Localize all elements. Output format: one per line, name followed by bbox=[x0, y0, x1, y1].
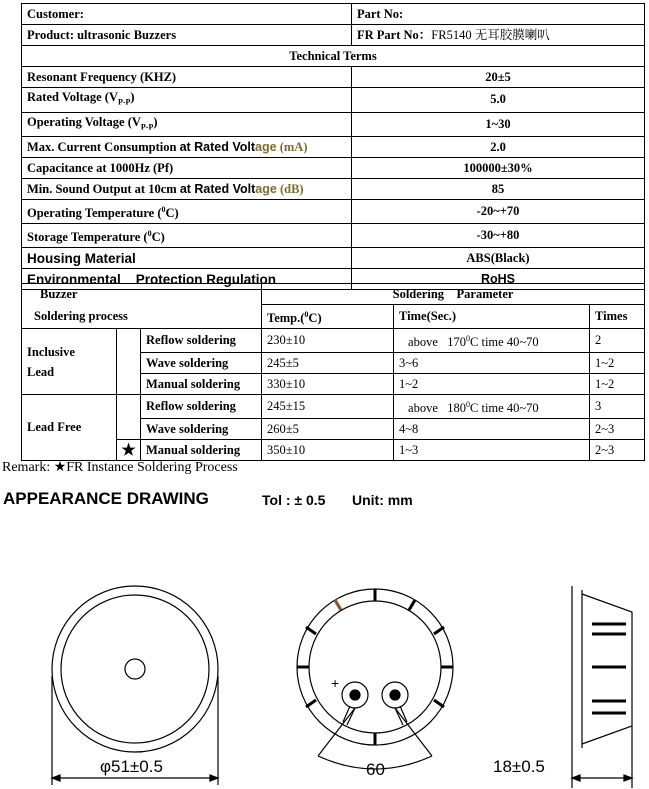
spec-label: Capacitance at 1000Hz (Pf) bbox=[22, 158, 352, 179]
spec-label: Storage Temperature ($^0$C) bbox=[22, 224, 352, 248]
time-cell: above $170^0C$ time 40~70 bbox=[394, 329, 590, 353]
remark: Remark: ★FR Instance Soldering Process bbox=[2, 460, 238, 475]
time-cell: 3~6 bbox=[394, 353, 590, 374]
spec-label: Resonant Frequency (KHZ) bbox=[22, 67, 352, 88]
appearance-drawing bbox=[0, 520, 649, 789]
times-cell: 1~2 bbox=[590, 353, 645, 374]
spec-value: -30~+80 bbox=[352, 224, 645, 248]
temp-cell: 260±5 bbox=[262, 419, 394, 440]
spec-value: ABS(Black) bbox=[352, 248, 645, 269]
spec-value: 85 bbox=[352, 179, 645, 200]
appearance-drawing-title: APPEARANCE DRAWING bbox=[3, 489, 209, 508]
svg-text:+: + bbox=[331, 675, 340, 691]
fr-part-no: FR Part No：FR5140 无耳胶膜喇叭 bbox=[352, 25, 645, 46]
spec-value: -20~+70 bbox=[352, 200, 645, 224]
top-view bbox=[52, 586, 218, 785]
method-cell: Wave soldering bbox=[141, 419, 262, 440]
spec-value: 1~30 bbox=[352, 112, 645, 137]
spec-label: Environmental Protection Regulation bbox=[22, 269, 352, 290]
spec-label: Housing Material bbox=[22, 248, 352, 269]
temp-cell: 330±10 bbox=[262, 374, 394, 395]
times-cell: 2 bbox=[590, 329, 645, 353]
part-no-label: Part No: bbox=[352, 4, 645, 25]
unit-label: Unit: mm bbox=[352, 492, 413, 508]
times-cell: 2~3 bbox=[590, 419, 645, 440]
tolerance-label: Tol : ± 0.5 bbox=[262, 492, 326, 508]
temp-cell: 350±10 bbox=[262, 440, 394, 461]
times-cell: 1~2 bbox=[590, 374, 645, 395]
star-icon: ★ bbox=[117, 440, 141, 461]
spec-table bbox=[21, 3, 645, 290]
spec-label: Operating Temperature ($^0$C) bbox=[22, 200, 352, 224]
time-cell: 1~2 bbox=[394, 374, 590, 395]
product-label: Product: ultrasonic Buzzers bbox=[22, 25, 352, 46]
lead-free-label: Lead Free bbox=[22, 395, 117, 461]
spec-value: RoHS bbox=[352, 269, 645, 290]
spec-label: Rated Voltage $(V_{P-P})$ bbox=[22, 88, 352, 113]
times-header: Times bbox=[590, 305, 645, 329]
time-header: Time(Sec.) bbox=[394, 305, 590, 329]
soldering-process-label: Soldering process bbox=[22, 305, 262, 329]
buzzer-label: Buzzer bbox=[22, 284, 262, 305]
customer-label: Customer: bbox=[22, 4, 352, 25]
spec-value: 100000±30% bbox=[352, 158, 645, 179]
method-cell: Wave soldering bbox=[141, 353, 262, 374]
spec-label: Min. Sound Output at 10cm at Rated Voltage (dB) bbox=[22, 179, 352, 200]
times-cell: 2~3 bbox=[590, 440, 645, 461]
soldering-table bbox=[21, 283, 645, 461]
spec-value: 5.0 bbox=[352, 88, 645, 113]
height-dimension: 18±0.5 bbox=[493, 757, 545, 776]
time-cell: 1~3 bbox=[394, 440, 590, 461]
spec-value: 20±5 bbox=[352, 67, 645, 88]
temp-cell: 245±5 bbox=[262, 353, 394, 374]
spec-label: Operating Voltage $(V_{P-P})$ bbox=[22, 112, 352, 137]
side-view bbox=[572, 586, 632, 788]
time-cell: above $180^0C$ time 40~70 bbox=[394, 395, 590, 419]
method-cell: Reflow soldering bbox=[141, 329, 262, 353]
method-cell: Manual soldering bbox=[141, 440, 262, 461]
spec-value: 2.0 bbox=[352, 137, 645, 158]
pin-angle-dimension: 60 bbox=[366, 760, 385, 779]
temp-cell: 245±15 bbox=[262, 395, 394, 419]
technical-terms-title: Technical Terms bbox=[22, 46, 645, 67]
temp-header: Temp.($^0$C) bbox=[262, 305, 394, 329]
soldering-parameter-label: Soldering Parameter bbox=[262, 284, 645, 305]
spec-label: Max. Current Consumption at Rated Voltage (mA) bbox=[22, 137, 352, 158]
method-cell: Reflow soldering bbox=[141, 395, 262, 419]
times-cell: 3 bbox=[590, 395, 645, 419]
method-cell: Manual soldering bbox=[141, 374, 262, 395]
bottom-view bbox=[297, 589, 453, 769]
time-cell: 4~8 bbox=[394, 419, 590, 440]
diameter-dimension: φ51±0.5 bbox=[100, 757, 163, 776]
inclusive-lead-label: Inclusive Lead bbox=[22, 329, 117, 395]
temp-cell: 230±10 bbox=[262, 329, 394, 353]
